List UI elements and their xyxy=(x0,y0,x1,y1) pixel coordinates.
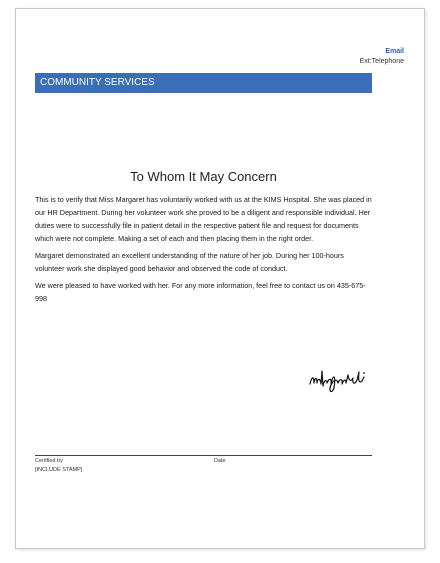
letter-title: To Whom It May Concern xyxy=(130,169,277,184)
certified-by-label: Certified by xyxy=(35,458,63,464)
organization-banner: COMMUNITY SERVICES xyxy=(35,73,372,93)
body-paragraph: This is to verify that Miss Margaret has voluntarily worked with us at the KIMS Hospital. She was placed in our HR Department. During her volunteer work she proved to be a diligent and responsible individual. Her duties were to successfully file in patient detail in the respective patient file and request for documents which were not complete. Making a set of each and then placing them in the right order. xyxy=(35,195,372,243)
date-label: Date xyxy=(214,458,226,464)
stamp-placeholder: [INCLUDE STAMP] xyxy=(35,467,83,473)
signature-image xyxy=(307,366,385,396)
body-paragraph: Margaret demonstrated an excellent understanding of the nature of her job. During her 100-hours volunteer work she displayed good behavior and observed the code of conduct. xyxy=(35,251,344,273)
certified-by-block xyxy=(35,457,82,475)
signature-line xyxy=(35,455,372,456)
letter-body xyxy=(35,193,372,309)
email-label: Email xyxy=(385,48,404,55)
contact-info xyxy=(360,47,404,67)
date-block xyxy=(214,457,226,466)
body-paragraph: We were pleased to have worked with her. For any more information, feel free to contact us on 435-675-998 xyxy=(35,281,366,303)
telephone-label: Ext:Telephone xyxy=(359,58,404,65)
